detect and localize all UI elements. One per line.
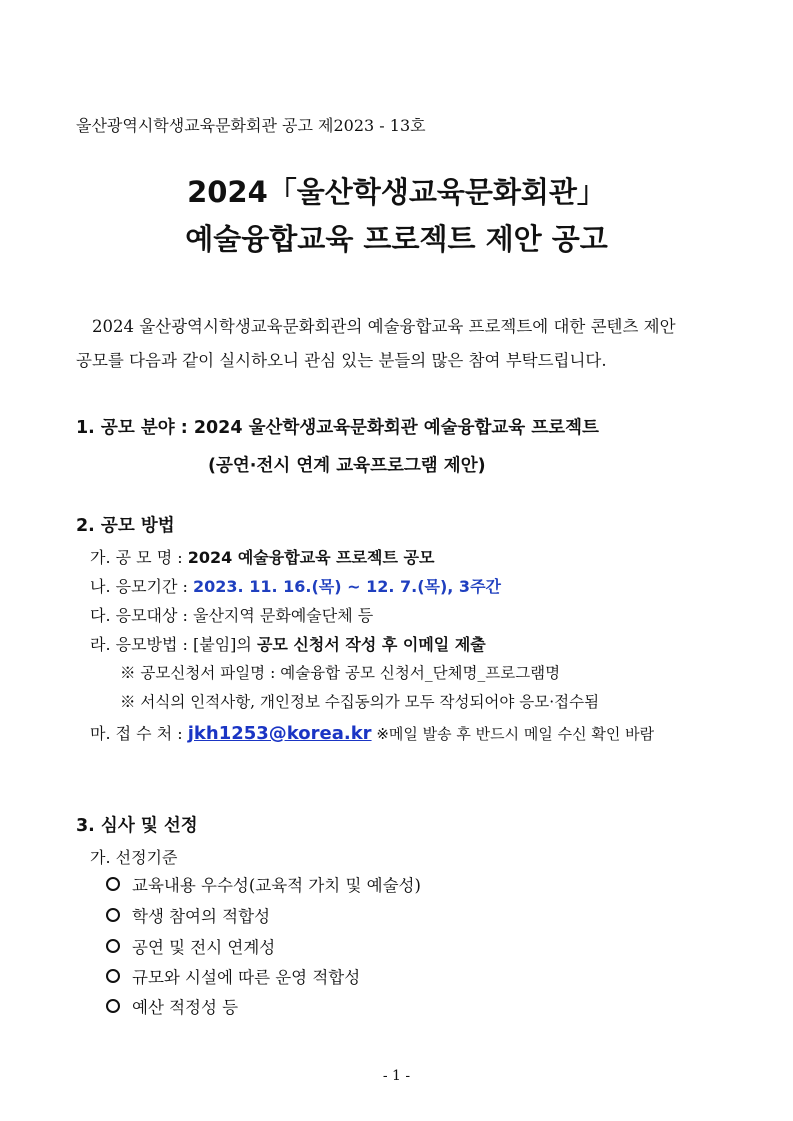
item-ga	[90, 545, 434, 568]
item-ga-label: 가. 공 모 명 :	[90, 548, 188, 567]
intro-line-2: 공모를 다음과 같이 실시하오니 관심 있는 분들의 많은 참여 부탁드립니다.	[76, 351, 607, 370]
section-3-sub-ga: 가. 선정기준	[90, 848, 178, 867]
title-line-1: 2024「울산학생교육문화회관」	[187, 175, 606, 209]
intro-line-1: 2024 울산광역시학생교육문화회관의 예술융합교육 프로젝트에 대한 콘텐츠 제안	[92, 317, 676, 336]
item-ga-value: 2024 예술융합교육 프로젝트 공모	[187, 548, 435, 567]
criteria-item	[106, 903, 270, 927]
section-1-subheading: (공연·전시 연계 교육프로그램 제안)	[208, 456, 486, 476]
criteria-item	[106, 872, 421, 896]
item-ma-note: ※메일 발송 후 반드시 메일 수신 확인 바람	[371, 725, 655, 743]
criteria-text: 학생 참여의 적합성	[132, 907, 271, 926]
item-ra-label: 라. 응모방법 : [붙임]의	[90, 635, 257, 654]
criteria-text: 공연 및 전시 연계성	[132, 938, 276, 957]
item-ma-label: 마. 접 수 처 :	[90, 724, 188, 743]
note-required: ※ 서식의 인적사항, 개인정보 수집동의가 모두 작성되어야 응모·접수됨	[120, 693, 600, 711]
title-line-2: 예술융합교육 프로젝트 제안 공고	[185, 222, 608, 256]
item-ra	[90, 632, 486, 655]
criteria-item	[106, 964, 360, 988]
intro-paragraph	[76, 310, 726, 378]
circle-bullet-icon	[106, 877, 120, 891]
criteria-text: 예산 적정성 등	[132, 998, 239, 1017]
item-na	[90, 574, 501, 597]
section-3-heading: 3. 심사 및 선정	[76, 816, 198, 836]
criteria-text: 규모와 시설에 따른 운영 적합성	[132, 968, 361, 987]
item-na-label: 나. 응모기간 :	[90, 577, 194, 596]
criteria-text: 교육내용 우수성(교육적 가치 및 예술성)	[132, 876, 421, 895]
circle-bullet-icon	[106, 969, 120, 983]
page-number: - 1 -	[382, 1068, 411, 1084]
item-na-value: 2023. 11. 16.(목) ~ 12. 7.(목), 3주간	[193, 577, 501, 596]
section-2-heading: 2. 공모 방법	[76, 516, 175, 536]
circle-bullet-icon	[106, 999, 120, 1013]
notice-number: 울산광역시학생교육문화회관 공고 제2023 - 13호	[76, 116, 426, 135]
note-filename: ※ 공모신청서 파일명 : 예술융합 공모 신청서_단체명_프로그램명	[120, 664, 561, 682]
item-da	[90, 603, 373, 626]
item-ma	[90, 721, 654, 744]
item-ra-value: 공모 신청서 작성 후 이메일 제출	[256, 635, 486, 654]
item-da-value: 울산지역 문화예술단체 등	[193, 606, 374, 625]
email-link[interactable]: jkh1253@korea.kr	[187, 723, 372, 744]
circle-bullet-icon	[106, 908, 120, 922]
item-da-label: 다. 응모대상 :	[90, 606, 194, 625]
section-1-heading: 1. 공모 분야 : 2024 울산학생교육문화회관 예술융합교육 프로젝트	[76, 418, 599, 438]
circle-bullet-icon	[106, 939, 120, 953]
criteria-item	[106, 934, 275, 958]
criteria-item	[106, 994, 238, 1018]
